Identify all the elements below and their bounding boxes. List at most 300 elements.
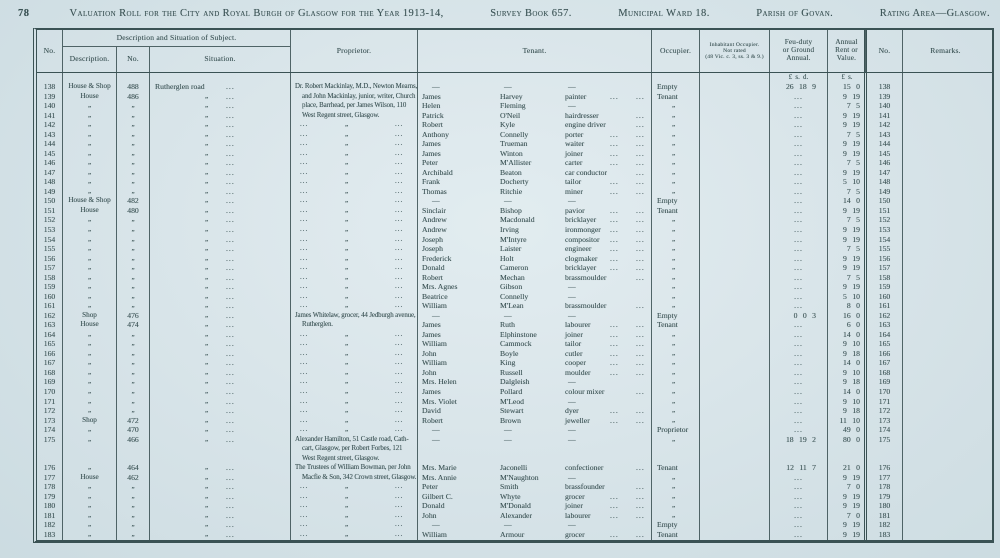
cell-description: „ <box>63 339 117 349</box>
cell-situation <box>150 273 291 283</box>
cell-no-left: 171 <box>37 397 63 407</box>
cell-remarks <box>903 130 988 140</box>
table-row <box>37 263 992 273</box>
dot-leader: ... <box>636 320 645 330</box>
cell-occupier <box>652 235 700 245</box>
cell-feu-duty: 26 18 9 <box>770 82 828 92</box>
situation-text: „ <box>205 520 209 529</box>
dot-leader: ... <box>395 283 404 291</box>
tenant-trade: — <box>568 396 576 406</box>
tenant-surname: Harvey <box>500 91 523 101</box>
tenant-forename: Mrs. Annie <box>422 472 457 482</box>
cell-street-no: 488 <box>117 82 150 92</box>
ditto-mark: „ <box>345 377 348 386</box>
cell-situation <box>150 282 291 292</box>
cell-description: „ <box>63 149 117 159</box>
cell-situation <box>150 320 291 330</box>
dot-leader: ... <box>226 310 235 320</box>
cell-description: „ <box>63 101 117 111</box>
ditto-mark: „ <box>345 291 348 300</box>
cell-proprietor <box>291 349 418 359</box>
dot-leader: ... <box>395 121 404 129</box>
cell-proprietor <box>291 330 418 340</box>
cell-annual-rent: 9 19 <box>843 529 860 539</box>
cell-feu-duty: ... <box>770 292 828 302</box>
tenant-trade: ironmonger <box>565 224 601 234</box>
table-row <box>37 206 992 216</box>
cell-feu-duty: ... <box>770 263 828 273</box>
tenant-surname: M'Allister <box>500 158 532 168</box>
dot-leader: ... <box>395 530 404 538</box>
cell-inhabitant-occupier <box>700 168 770 178</box>
cell-no-right: 173 <box>864 416 903 426</box>
ditto-mark: „ <box>345 367 348 376</box>
cell-street-no: „ <box>117 139 150 149</box>
dot-leader: ... <box>610 510 619 520</box>
dot-leader: ... <box>226 377 235 387</box>
cell-street-no: „ <box>117 530 150 540</box>
cell-inhabitant-occupier <box>700 397 770 407</box>
situation-text: „ <box>205 529 209 538</box>
cell-occupier <box>652 92 700 102</box>
situation-text: „ <box>205 263 209 272</box>
table-row <box>37 168 992 178</box>
cell-inhabitant-occupier <box>700 206 770 216</box>
cell-no-right: 162 <box>864 311 903 321</box>
table-row <box>37 377 992 387</box>
title-segment-main: Valuation Roll for the City and Royal Burgh of Glasgow for the Year 1913-14, <box>69 7 444 19</box>
proprietor-text: place, Barrhead, per James Wilson, 110 <box>302 102 407 110</box>
cell-annual-rent: 11 10 <box>839 415 860 425</box>
cell-no-right: 154 <box>864 235 903 245</box>
cell-annual-rent: 15 0 <box>843 82 860 91</box>
tenant-forename: Donald <box>422 501 445 511</box>
cell-situation <box>150 511 291 521</box>
cell-annual-rent: 9 10 <box>843 339 860 349</box>
cell-occupier <box>652 339 700 349</box>
dot-leader: ... <box>395 187 404 195</box>
cell-tenant <box>418 311 652 321</box>
cell-no-right: 180 <box>864 501 903 511</box>
table-row <box>37 158 992 168</box>
cell-no-left: 174 <box>37 425 63 435</box>
cell-no-left: 158 <box>37 273 63 283</box>
cell-description: „ <box>63 482 117 492</box>
dot-leader: ... <box>300 206 309 214</box>
situation-text: „ <box>205 110 209 119</box>
dot-leader: ... <box>300 330 309 338</box>
occupier-text: „ <box>672 396 676 405</box>
cell-no-left: 181 <box>37 511 63 521</box>
dot-leader: ... <box>610 234 619 244</box>
cell-annual-rent: 7 5 <box>846 215 860 225</box>
tenant-surname: Elphinstone <box>500 329 537 339</box>
table-row <box>37 339 992 349</box>
cell-description: „ <box>63 406 117 416</box>
cell-situation <box>150 501 291 511</box>
occupier-text: „ <box>672 282 676 291</box>
dot-leader: ... <box>395 245 404 253</box>
cell-inhabitant-occupier <box>700 235 770 245</box>
occupier-text: „ <box>672 244 676 253</box>
dot-leader: ... <box>636 339 645 349</box>
cell-situation <box>150 368 291 378</box>
cell-occupier <box>652 292 700 302</box>
tenant-forename: Helen <box>422 101 441 111</box>
dot-leader: ... <box>226 387 235 396</box>
dot-leader: ... <box>636 491 645 501</box>
occupier-text: „ <box>672 120 676 129</box>
cell-tenant <box>418 92 652 102</box>
occupier-text: „ <box>672 148 676 157</box>
ditto-mark: „ <box>345 348 348 357</box>
cell-description: House & Shop <box>63 196 117 206</box>
cell-description: House <box>63 320 117 330</box>
cell-no-right: 172 <box>864 406 903 416</box>
dot-leader: ... <box>300 273 309 281</box>
proprietor-text: and John Mackinlay, junior, writer, Church <box>302 92 416 100</box>
cell-feu-duty: ... <box>770 120 828 130</box>
tenant-surname: Dalgleish <box>500 377 530 387</box>
dot-leader: ... <box>300 149 309 157</box>
tenant-forename: — <box>432 310 440 320</box>
tenant-forename: John <box>422 367 437 377</box>
cell-situation <box>150 492 291 502</box>
ditto-mark: „ <box>345 396 348 405</box>
occupier-text: „ <box>672 367 676 376</box>
cell-tenant <box>418 339 652 349</box>
cell-description: „ <box>63 349 117 359</box>
cell-no-left: 145 <box>37 149 63 159</box>
cell-description: House <box>63 92 117 102</box>
dot-leader: ... <box>226 139 235 149</box>
tenant-trade: engine driver <box>565 120 606 130</box>
tenant-trade: pavior <box>565 205 585 215</box>
valuation-table <box>33 28 994 543</box>
cell-no-right: 145 <box>864 149 903 159</box>
cell-proprietor <box>291 158 418 168</box>
cell-description: Shop <box>63 311 117 321</box>
cell-situation <box>150 244 291 254</box>
cell-no-right: 161 <box>864 301 903 311</box>
proprietor-text: West Regent street, Glasgow. <box>302 454 380 462</box>
cell-proprietor <box>291 339 418 349</box>
cell-proprietor <box>291 187 418 197</box>
cell-proprietor <box>291 387 418 397</box>
cell-description: „ <box>63 330 117 340</box>
cell-no-right: 163 <box>864 320 903 330</box>
cell-annual-rent: 14 0 <box>843 358 860 368</box>
occupier-text: „ <box>672 215 676 224</box>
dot-leader: ... <box>226 253 235 263</box>
tenant-forename: Robert <box>422 272 443 282</box>
cell-street-no: „ <box>117 292 150 302</box>
dot-leader: ... <box>300 245 309 253</box>
cell-proprietor <box>291 130 418 140</box>
cell-annual-rent: 7 5 <box>846 129 860 139</box>
tenant-trade: — <box>568 310 576 320</box>
cell-no-right: 166 <box>864 349 903 359</box>
dot-leader: ... <box>226 529 235 539</box>
cell-street-no: „ <box>117 130 150 140</box>
occupier-text: „ <box>672 110 676 119</box>
dot-leader: ... <box>226 244 235 254</box>
situation-text: „ <box>205 377 209 386</box>
dot-leader: ... <box>636 501 645 511</box>
cell-situation <box>150 120 291 130</box>
cell-remarks <box>903 263 988 273</box>
cell-proprietor <box>291 111 418 121</box>
cell-feu-duty: ... <box>770 225 828 235</box>
tenant-trade: painter <box>565 91 587 101</box>
cell-situation <box>150 168 291 178</box>
dot-leader: ... <box>226 129 235 139</box>
cell-remarks <box>903 358 988 368</box>
cell-street-no: „ <box>117 244 150 254</box>
cell-inhabitant-occupier <box>700 101 770 111</box>
cell-occupier <box>652 149 700 159</box>
cell-remarks <box>903 235 988 245</box>
cell-street-no: „ <box>117 111 150 121</box>
cell-inhabitant-occupier <box>700 120 770 130</box>
cell-tenant <box>418 82 652 92</box>
situation-text: „ <box>205 301 209 310</box>
cell-proprietor <box>291 263 418 273</box>
cell-street-no: „ <box>117 397 150 407</box>
cell-feu-duty: ... <box>770 130 828 140</box>
tenant-surname: Smith <box>500 482 519 492</box>
dot-leader: ... <box>300 397 309 405</box>
cell-remarks <box>903 282 988 292</box>
table-row <box>37 101 992 111</box>
dot-leader: ... <box>300 121 309 129</box>
cell-tenant <box>418 530 652 540</box>
cell-occupier <box>652 168 700 178</box>
cell-annual-rent: 7 0 <box>846 482 860 492</box>
cell-tenant <box>418 177 652 187</box>
table-continuation-row <box>37 454 992 464</box>
tenant-trade: joiner <box>565 329 583 339</box>
occupier-text: „ <box>672 329 676 338</box>
tenant-forename: James <box>422 91 441 101</box>
dot-leader: ... <box>395 273 404 281</box>
cell-occupier <box>652 139 700 149</box>
cell-situation <box>150 196 291 206</box>
cell-tenant <box>418 320 652 330</box>
tenant-trade: waiter <box>565 139 585 149</box>
cell-no-left: 180 <box>37 501 63 511</box>
occupier-text: „ <box>672 501 676 510</box>
tenant-surname: M'Lean <box>500 301 524 311</box>
cell-situation <box>150 101 291 111</box>
cell-inhabitant-occupier <box>700 444 770 454</box>
occupier-text: „ <box>672 348 676 357</box>
cell-situation <box>150 158 291 168</box>
cell-situation <box>150 82 291 92</box>
ditto-mark: „ <box>345 491 348 500</box>
col-header-description-group: Description and Situation of Subject. <box>63 30 291 47</box>
cell-feu-duty <box>770 444 828 454</box>
cell-annual-rent <box>828 444 866 454</box>
ditto-mark: „ <box>345 244 348 253</box>
cell-annual-rent: 9 19 <box>843 148 860 158</box>
cell-annual-rent: 9 19 <box>843 205 860 215</box>
cell-no-right <box>864 454 903 464</box>
cell-inhabitant-occupier <box>700 406 770 416</box>
tenant-surname: Cameron <box>500 263 529 273</box>
cell-remarks <box>903 511 988 521</box>
dot-leader: ... <box>395 397 404 405</box>
occupier-text: „ <box>672 234 676 243</box>
dot-leader: ... <box>226 415 235 425</box>
cell-feu-duty: ... <box>770 158 828 168</box>
cell-remarks <box>903 492 988 502</box>
cell-feu-duty: ... <box>770 149 828 159</box>
title-segment-municipal-ward: Municipal Ward 18. <box>618 7 710 19</box>
dot-leader: ... <box>300 254 309 262</box>
cell-street-no: 470 <box>117 425 150 435</box>
cell-feu-duty: ... <box>770 235 828 245</box>
cell-situation <box>150 397 291 407</box>
cell-feu-duty: ... <box>770 177 828 187</box>
situation-text: „ <box>205 158 209 167</box>
cell-description: Shop <box>63 416 117 426</box>
cell-description: „ <box>63 501 117 511</box>
cell-proprietor <box>291 92 418 102</box>
cell-tenant <box>418 273 652 283</box>
col-header-tenant: Tenant. <box>418 30 652 72</box>
cell-remarks <box>903 330 988 340</box>
cell-occupier <box>652 330 700 340</box>
table-row <box>37 463 992 473</box>
cell-tenant <box>418 130 652 140</box>
cell-remarks <box>903 206 988 216</box>
cell-feu-duty: ... <box>770 168 828 178</box>
dot-leader: ... <box>395 264 404 272</box>
tenant-trade: — <box>568 282 576 292</box>
tenant-forename: Mrs. Helen <box>422 377 457 387</box>
dot-leader: ... <box>636 253 645 263</box>
cell-inhabitant-occupier <box>700 492 770 502</box>
cell-tenant <box>418 282 652 292</box>
cell-situation <box>150 187 291 197</box>
cell-occupier <box>652 416 700 426</box>
cell-occupier <box>652 111 700 121</box>
cell-situation <box>150 311 291 321</box>
cell-no-right: 176 <box>864 463 903 473</box>
cell-feu-duty: ... <box>770 501 828 511</box>
table-row <box>37 425 992 435</box>
tenant-trade: engineer <box>565 244 592 254</box>
table-row <box>37 387 992 397</box>
table-row <box>37 282 992 292</box>
tenant-forename: Frank <box>422 177 440 187</box>
cell-no-right: 149 <box>864 187 903 197</box>
cell-remarks <box>903 520 988 530</box>
cell-value-units: £ s. <box>841 74 853 81</box>
situation-text: „ <box>205 224 209 233</box>
occupier-text: „ <box>672 129 676 138</box>
cell-no-right: 157 <box>864 263 903 273</box>
cell-no-right: 182 <box>864 520 903 530</box>
cell-remarks <box>903 339 988 349</box>
cell-blank <box>418 73 652 82</box>
dot-leader: ... <box>636 205 645 215</box>
cell-street-no: „ <box>117 339 150 349</box>
dot-leader: ... <box>300 302 309 310</box>
cell-tenant <box>418 139 652 149</box>
cell-no-right: 144 <box>864 139 903 149</box>
cell-occupier <box>652 158 700 168</box>
table-body <box>37 73 992 540</box>
ditto-mark: „ <box>345 224 348 233</box>
cell-street-no: „ <box>117 263 150 273</box>
cell-situation <box>150 444 291 454</box>
cell-street-no: „ <box>117 492 150 502</box>
cell-annual-rent: 7 5 <box>846 158 860 168</box>
cell-description: „ <box>63 111 117 121</box>
cell-occupier <box>652 282 700 292</box>
cell-situation <box>150 235 291 245</box>
cell-inhabitant-occupier <box>700 292 770 302</box>
cell-description: „ <box>63 511 117 521</box>
cell-no-right: 140 <box>864 101 903 111</box>
cell-inhabitant-occupier <box>700 158 770 168</box>
cell-street-no: „ <box>117 235 150 245</box>
proprietor-text: James Whitelaw, grocer, 44 Jedburgh avenue, <box>295 311 416 319</box>
cell-street-no: „ <box>117 149 150 159</box>
tenant-surname: Russell <box>500 367 523 377</box>
cell-occupier <box>652 530 700 540</box>
cell-proprietor <box>291 139 418 149</box>
situation-text: „ <box>205 120 209 129</box>
dot-leader: ... <box>395 378 404 386</box>
col-header-inhabitant-occupier: Inhabitant Occupier. Not rated (48 Vic. c. 3, ss. 3 & 9.) <box>700 30 770 72</box>
cell-no-left <box>37 444 63 454</box>
cell-situation <box>150 416 291 426</box>
dot-leader: ... <box>226 406 235 416</box>
dot-leader: ... <box>395 502 404 510</box>
cell-remarks <box>903 273 988 283</box>
proprietor-text: Macfie & Son, 342 Crown street, Glasgow. <box>302 473 417 481</box>
cell-situation <box>150 301 291 311</box>
tenant-forename: — <box>432 425 440 435</box>
cell-description: „ <box>63 301 117 311</box>
title-segment-rating-area: Rating Area—Glasgow. <box>879 7 990 19</box>
cell-inhabitant-occupier <box>700 215 770 225</box>
ditto-mark: „ <box>345 272 348 281</box>
ditto-mark: „ <box>345 177 348 186</box>
dot-leader: ... <box>395 388 404 395</box>
cell-no-left: 172 <box>37 406 63 416</box>
cell-tenant <box>418 168 652 178</box>
title-segment-parish: Parish of Govan. <box>756 7 834 19</box>
dot-leader: ... <box>300 368 309 376</box>
dot-leader: ... <box>300 264 309 272</box>
tenant-trade: grocer <box>565 491 585 501</box>
cell-no-right: 160 <box>864 292 903 302</box>
tenant-surname: Connelly <box>500 291 529 301</box>
cell-inhabitant-occupier <box>700 473 770 483</box>
dot-leader: ... <box>395 521 404 529</box>
cell-situation <box>150 215 291 225</box>
ditto-mark: „ <box>345 415 348 424</box>
cell-inhabitant-occupier <box>700 149 770 159</box>
cell-blank <box>150 73 291 82</box>
tenant-surname: Holt <box>500 253 514 263</box>
ditto-mark: „ <box>345 520 348 529</box>
cell-street-no: 464 <box>117 463 150 473</box>
